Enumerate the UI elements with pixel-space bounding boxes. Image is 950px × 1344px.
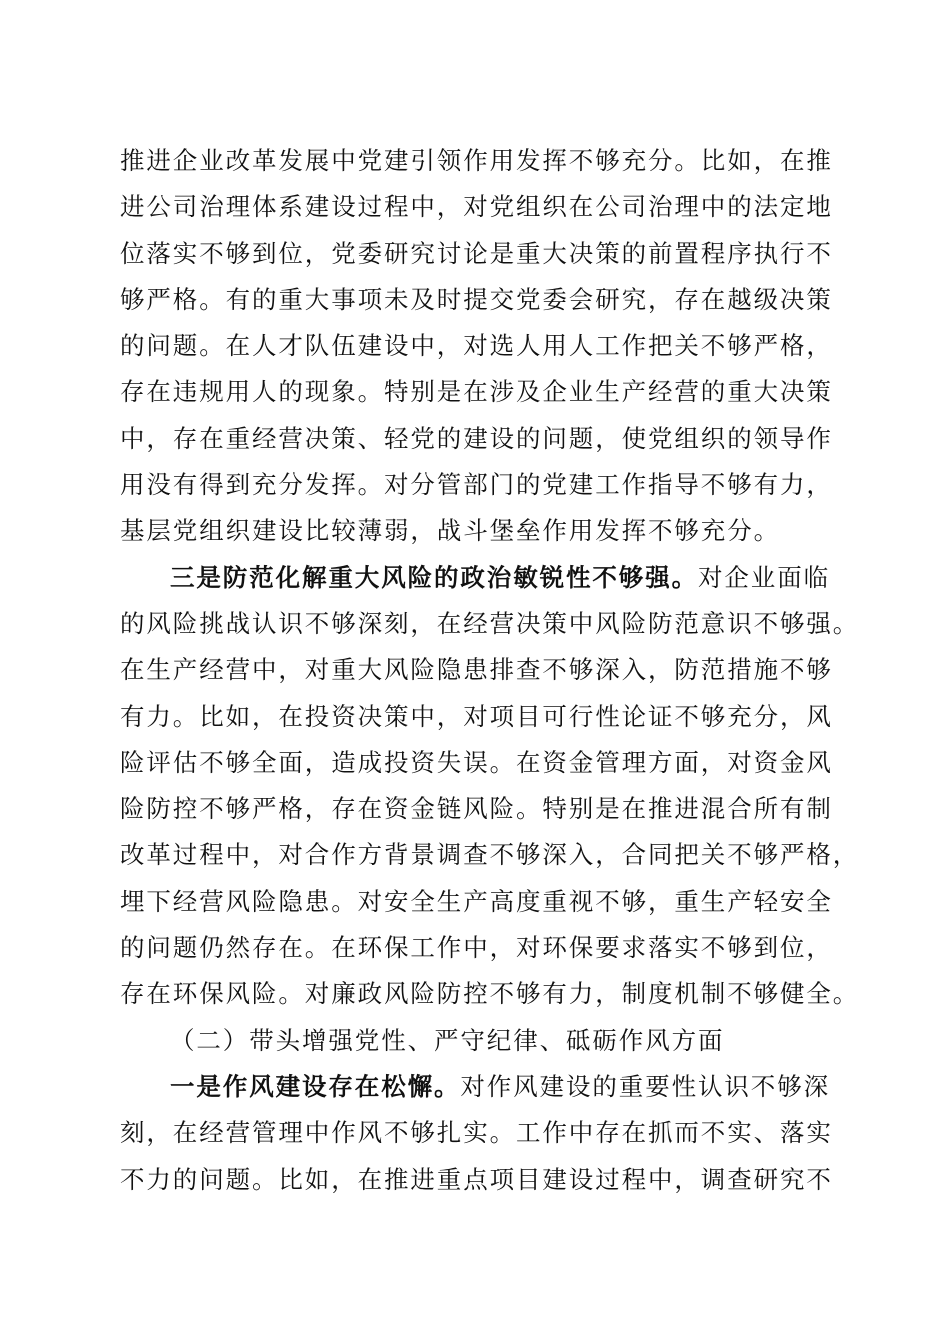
text-run: 中，存在重经营决策、轻党的建设的问题，使党组织的领导作 <box>120 423 833 453</box>
bold-phrase: 一是作风建设存在松懈。 <box>170 1071 461 1101</box>
text-line <box>120 1110 832 1156</box>
text-run: 对企业面临 <box>698 562 830 592</box>
text-run: 埋下经营风险隐患。对安全生产高度重视不够，重生产轻安全 <box>120 886 833 916</box>
text-run: 位落实不够到位，党委研究讨论是重大决策的前置程序执行不 <box>120 238 833 268</box>
text-run: 改革过程中，对合作方背景调查不够深入，合同把关不够严格， <box>120 840 860 870</box>
text-run: 有力。比如，在投资决策中，对项目可行性论证不够充分，风 <box>120 701 833 731</box>
text-run: 险防控不够严格，存在资金链风险。特别是在推进混合所有制 <box>120 794 833 824</box>
text-line <box>120 462 832 508</box>
text-run: 刻，在经营管理中作风不够扎实。工作中存在抓而不实、落实 <box>120 1118 833 1148</box>
text-run: 不力的问题。比如，在推进重点项目建设过程中，调查研究不 <box>120 1164 833 1194</box>
text-line <box>120 925 832 971</box>
text-line <box>120 1064 832 1110</box>
text-run: 基层党组织建设比较薄弱，战斗堡垒作用发挥不够充分。 <box>120 516 780 546</box>
text-run: 存在违规用人的现象。特别是在涉及企业生产经营的重大决策 <box>120 377 833 407</box>
bold-phrase: 三是防范化解重大风险的政治敏锐性不够强。 <box>170 562 698 592</box>
text-run: 推进企业改革发展中党建引领作用发挥不够充分。比如，在推 <box>120 146 833 175</box>
text-line <box>120 416 832 462</box>
text-line <box>120 1018 832 1064</box>
text-line <box>120 694 832 740</box>
text-run: （二）带头增强党性、严守纪律、砥砺作风方面 <box>170 1025 725 1055</box>
document-body <box>120 138 860 1203</box>
text-run: 险评估不够全面，造成投资失误。在资金管理方面，对资金风 <box>120 747 833 777</box>
text-run: 够严格。有的重大事项未及时提交党委会研究，存在越级决策 <box>120 284 833 314</box>
text-line <box>120 879 832 925</box>
text-line <box>120 740 832 786</box>
text-line <box>120 277 832 323</box>
text-line <box>120 1157 832 1203</box>
text-run: 的风险挑战认识不够深刻，在经营决策中风险防范意识不够强。 <box>120 608 860 638</box>
text-line <box>120 231 832 277</box>
text-line <box>120 832 860 878</box>
text-run: 进公司治理体系建设过程中，对党组织在公司治理中的法定地 <box>120 192 833 222</box>
text-line <box>120 601 860 647</box>
text-run: 用没有得到充分发挥。对分管部门的党建工作指导不够有力， <box>120 470 833 500</box>
text-line <box>120 971 860 1017</box>
text-line <box>120 369 832 415</box>
text-line <box>120 138 832 184</box>
text-run: 的问题仍然存在。在环保工作中，对环保要求落实不够到位， <box>120 933 833 963</box>
text-line <box>120 323 832 369</box>
text-line <box>120 184 832 230</box>
text-run: 对作风建设的重要性认识不够深 <box>460 1071 831 1101</box>
text-run: 在生产经营中，对重大风险隐患排查不够深入，防范措施不够 <box>120 655 833 685</box>
text-line <box>120 786 832 832</box>
text-line <box>120 647 832 693</box>
text-line <box>120 508 832 554</box>
text-run: 的问题。在人才队伍建设中，对选人用人工作把关不够严格， <box>120 331 833 361</box>
text-run: 存在环保风险。对廉政风险防控不够有力，制度机制不够健全。 <box>120 979 860 1009</box>
text-line <box>120 555 832 601</box>
